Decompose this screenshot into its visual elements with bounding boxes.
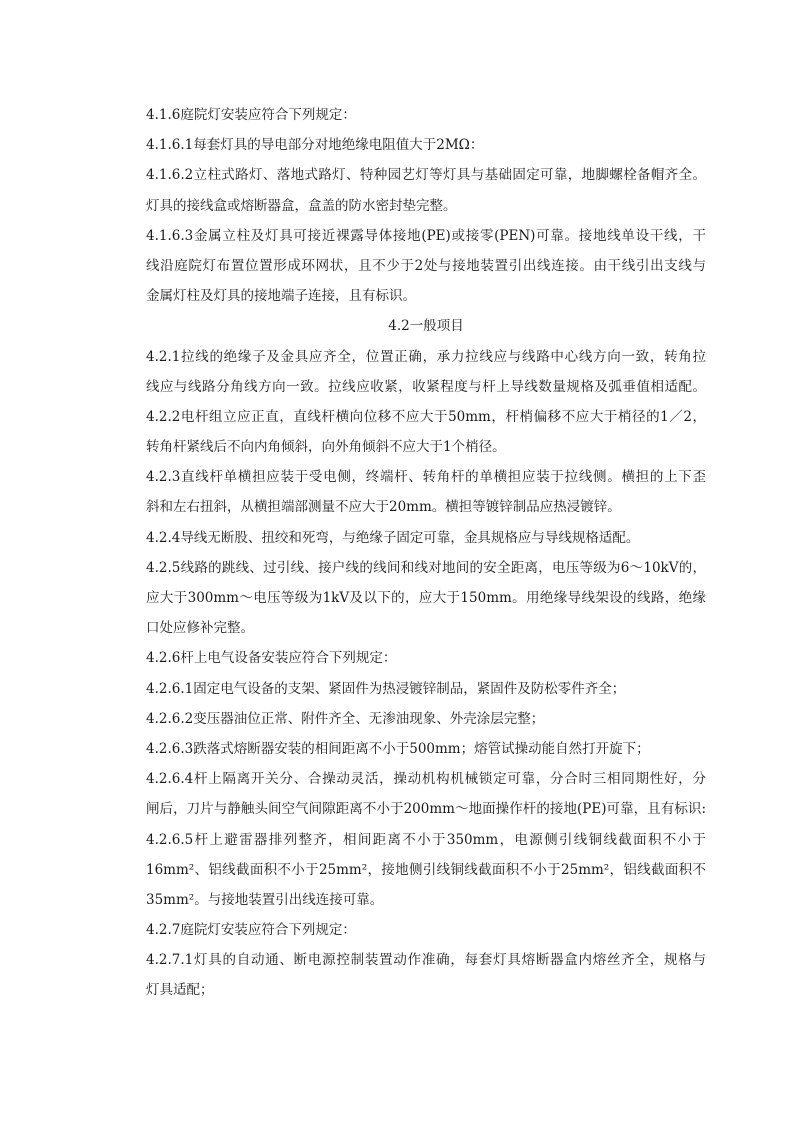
clause-4-2-6-2: 4.2.6.2变压器油位正常、附件齐全、无渗油现象、外壳涂层完整； xyxy=(146,710,545,727)
clause-4-2-2-line-1: 4.2.2电杆组立应正直，直线杆横向位移不应大于50mm，杆梢偏移不应大于梢径的1／2， xyxy=(146,408,706,425)
clause-4-1-6-3-line-2: 线沿庭院灯布置位置形成环网状，且不少于2处与接地装置引出线连接。由干线引出支线与 xyxy=(146,257,706,274)
clause-4-1-6-heading: 4.1.6庭院灯安装应符合下列规定： xyxy=(146,107,356,123)
clause-4-2-6-4-line-1: 4.2.6.4杆上隔离开关分、合操动灵活，操动机构机械锁定可靠，分合时三相同期性好，分 xyxy=(146,771,706,788)
clause-4-2-2-line-2: 转角杆紧线后不向内角倾斜，向外角倾斜不应大于1个梢径。 xyxy=(146,439,506,456)
clause-4-2-5-line-3: 口处应修补完整。 xyxy=(146,620,254,637)
clause-4-1-6-1: 4.1.6.1每套灯具的导电部分对地绝缘电阻值大于2MΩ： xyxy=(146,137,484,154)
clause-4-2-1-line-1: 4.2.1拉线的绝缘子及金具应齐全，位置正确，承力拉线应与线路中心线方向一致，转角拉 xyxy=(146,348,706,365)
clause-4-1-6-3-line-1: 4.1.6.3金属立柱及灯具可接近裸露导体接地(PE)或接零(PEN)可靠。接地线单设干线，干 xyxy=(146,227,706,244)
clause-4-2-4: 4.2.4导线无断股、扭绞和死弯，与绝缘子固定可靠，金具规格应与导线规格适配。 xyxy=(146,529,640,546)
clause-4-1-6-3-line-3: 金属灯柱及灯具的接地端子连接，且有标识。 xyxy=(146,288,416,305)
clause-4-2-6-5-line-3: 35mm²。与接地装置引出线连接可靠。 xyxy=(146,891,384,908)
clause-4-2-5-line-1: 4.2.5线路的跳线、过引线、接户线的线间和线对地间的安全距离，电压等级为6～10kV的， xyxy=(146,559,706,576)
clause-4-2-1-line-2: 线应与线路分角线方向一致。拉线应收紧，收紧程度与杆上导线数量规格及弧垂值相适配。 xyxy=(146,378,706,395)
clause-4-2-7-1-line-2: 灯具适配； xyxy=(146,982,214,999)
clause-4-2-7-heading: 4.2.7庭院灯安装应符合下列规定： xyxy=(146,922,356,939)
document-body xyxy=(146,100,706,1006)
clause-4-2-6-4-line-2: 闸后，刀片与静触头间空气间隙距离不小于200mm～地面操作杆的接地(PE)可靠，且有标识: xyxy=(146,801,706,818)
clause-4-2-6-heading: 4.2.6杆上电气设备安装应符合下列规定： xyxy=(146,650,397,667)
clause-4-2-3-line-1: 4.2.3直线杆单横担应装于受电侧，终端杆、转角杆的单横担应装于拉线侧。横担的上下歪 xyxy=(146,469,706,486)
clause-4-1-6-2-line-1: 4.1.6.2立柱式路灯、落地式路灯、特种园艺灯等灯具与基础固定可靠，地脚螺栓备帽齐全。 xyxy=(146,167,706,184)
clause-4-2-6-3: 4.2.6.3跌落式熔断器安装的相间距离不小于500mm；熔管试操动能自然打开旋下； xyxy=(146,740,650,757)
clause-4-2-6-5-line-2: 16mm²、铝线截面积不小于25mm²，接地侧引线铜线截面积不小于25mm²，铝线截面积不 xyxy=(146,861,706,878)
section-4-2-heading: 4.2一般项目 xyxy=(388,318,464,335)
clause-4-2-6-1: 4.2.6.1固定电气设备的支架、紧固件为热浸镀锌制品，紧固件及防松零件齐全； xyxy=(146,680,626,697)
clause-4-2-3-line-2: 斜和左右扭斜，从横担端部测量不应大于20mm。横担等镀锌制品应热浸镀锌。 xyxy=(146,499,621,516)
clause-4-2-6-5-line-1: 4.2.6.5杆上避雷器排列整齐，相间距离不小于350mm，电源侧引线铜线截面积不小于 xyxy=(146,831,706,848)
clause-4-2-7-1-line-1: 4.2.7.1灯具的自动通、断电源控制装置动作准确，每套灯具熔断器盒内熔丝齐全，规格与 xyxy=(146,952,706,969)
clause-4-2-5-line-2: 应大于300mm～电压等级为1kV及以下的，应大于150mm。用绝缘导线架设的线路，绝缘 xyxy=(146,590,706,606)
clause-4-1-6-2-line-2: 灯具的接线盒或熔断器盒，盒盖的防水密封垫完整。 xyxy=(146,197,457,214)
